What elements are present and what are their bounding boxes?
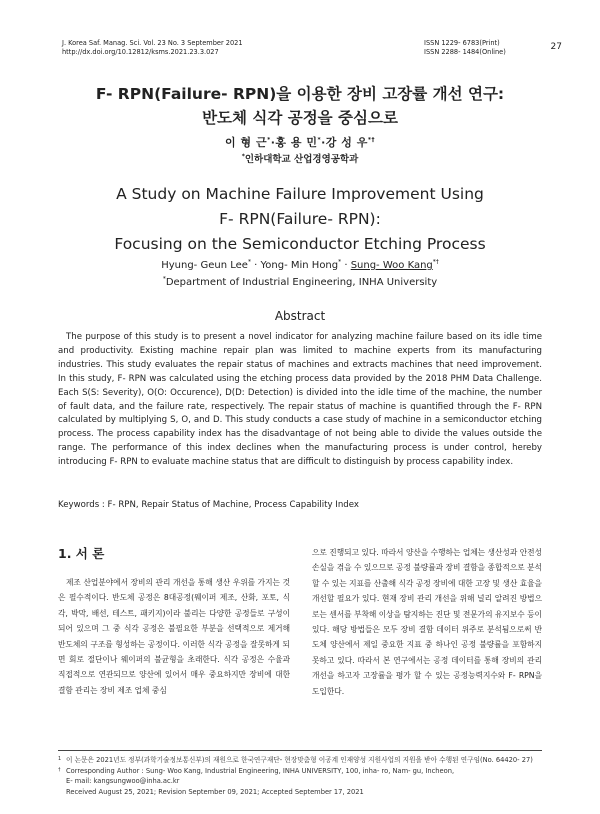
footnotes [58,755,542,797]
author-separator: · [321,136,326,149]
english-affiliation-text: Department of Industrial Engineering, INHA University [165,277,438,288]
korean-author2: 홍 용 민 [275,136,318,149]
keywords: Keywords : F- RPN, Repair Status of Machine, Process Capability Index [58,500,359,510]
section-title: 1. 서 론 [58,546,105,561]
korean-title-line1: F- RPN(Failure- RPN)을 이용한 장비 고장률 개선 연구: [95,85,505,103]
english-title-line3: Focusing on the Semiconductor Etching Process [114,235,486,253]
issn-online: ISSN 2288- 1484(Online) [424,48,506,56]
author-separator: · [270,136,276,149]
author-email[interactable]: E- mail: kangsungwoo@inha.ac.kr [66,777,180,786]
footnote-mark: † [58,766,61,773]
korean-author1: 이 형 근 [225,136,268,149]
received-dates: Received August 25, 2021; Revision September 09, 2021; Accepted September 17, 2021 [66,787,364,796]
corresponding-author-text: Corresponding Author : Sung- Woo Kang, Industrial Engineering, INHA UNIVERSITY, 100, inha- ro, Nam- gu, Incheon, [66,766,455,775]
author-mark: *† [432,258,439,266]
author-mark: * [317,136,322,144]
footnote-divider [58,750,542,751]
body-left-column: 제조 산업분야에서 장비의 관리 개선을 통해 생산 우위를 가지는 것은 필수적이다. 반도체 공정은 8대공정(웨이퍼 제조, 산화, 포토, 식각, 박막, 배선, 테스트, 패키지)이라 불리는 다양한 공정들로 구성이 되어 있으며 그 중 식각 공정은 불필요한 부분을 선택적으로 제거해 반도체의 구조를 형성하는 공정이다. 이러한 식각 공정을 잘못하게 되면 회로 절단이나 웨이퍼의 불균형을 초래한다. 식각 공정은 수율과 직접적으로 연관되므로 양산에 있어서 매우 중요하지만 장비에 대한 결함 관리는 장비 제조 업체 중심 [58,578,290,695]
english-affiliation [0,277,600,288]
author-mark: * [247,258,251,266]
korean-title-line2: 반도체 식각 공정을 중심으로 [202,109,398,127]
funding-footnote-text: 이 논문은 2021년도 정부(과학기술정보통신부)의 재원으로 한국연구재단- 현장맞춤형 이공계 인재양성 지원사업의 지원을 받아 수행된 연구임(No. 64420- 27) [66,756,533,764]
affiliation-mark: * [162,275,166,283]
page-number: 27 [550,42,562,52]
body-right-column: 으로 진행되고 있다. 따라서 양산을 수행하는 업체는 생산성과 안전성 손실을 겪을 수 있으므로 공정 불량률과 장비 결함을 종합적으로 분석할 수 있는 지표를 산출해 식각 공정 장비에 대한 고장 및 생산 효율을 개선할 필요가 있다. 현재 장비 관리 개선을 위해 널리 알려진 방법으로는 센서를 부착해 이상을 탐지하는 진단 및 전문가의 유지보수 등이 있다. 해당 방법들은 모두 장비 결함 데이터 위주로 분석됨으로써 반도체 양산에서 제일 중요한 지표 중 하나인 공정 불량률을 포함하지 못하고 있다. 따라서 본 연구에서는 공정 데이터를 통해 장비의 관리 개선을 하고자 고장률을 평가 할 수 있는 공정능력지수와 F- RPN을 도입한다. [312,548,542,696]
korean-author3: 강 성 우 [325,136,368,149]
issn-print: ISSN 1229- 6783(Print) [424,39,500,47]
english-title-line1: A Study on Machine Failure Improvement Using [116,185,484,203]
english-title-line2: F- RPN(Failure- RPN): [219,210,381,228]
korean-affiliation-text: 인하대학교 산업경영공학과 [244,154,359,165]
author-separator: · [254,260,258,271]
english-authors [0,260,600,271]
journal-citation [62,39,243,57]
english-author1: Hyung- Geun Lee [161,260,248,271]
funding-footnote [58,755,542,766]
doi-link[interactable]: http://dx.doi.org/10.12812/ksms.2021.23.3.027 [62,48,219,56]
footnote-mark: 1 [58,756,62,762]
corresponding-author-footnote [58,766,542,777]
korean-affiliation [0,151,600,165]
author-separator: · [344,260,348,271]
english-title [0,182,600,257]
journal-header [62,39,562,63]
author-mark: * [267,136,271,144]
journal-line: J. Korea Saf. Manag. Sci. Vol. 23 No. 3 September 2021 [62,39,243,47]
korean-authors [0,134,600,150]
korean-title [0,82,600,130]
abstract-heading: Abstract [274,309,326,323]
english-author3: Sung- Woo Kang [350,260,433,271]
author-mark: * [338,258,342,266]
abstract-body: The purpose of this study is to present a novel indicator for analyzing machine failure based on its idle time and productivity. Existing machine repair plan was limited to machine experts from its manufacturing industries. This study evaluates the repair status of machines and extracts machines that need improvement. In this study, F- RPN was calculated using the etching process data provided by the 2018 PHM Data Challenge. Each S(S: Severity), O(O: Occurence), D(D: Detection) is divided into the idle time of the machine, the number of fault data, and the failure rate, respectively. The repair status of machine is quantified through the F- RPN calculated by multiplying S, O, and D. This study conducts a case study of machine in a semiconductor etching process. The process capability index has the disadvantage of not being able to divide the values outside the range. The performance of this index declines when the manufacturing process is under control, hereby introducing F- RPN to evaluate machine status that are difficult to distinguish by process capability index. [58,332,542,468]
author-mark: *† [367,136,375,144]
english-author2: Yong- Min Hong [260,260,339,271]
issn-block [424,39,506,57]
affiliation-mark: * [241,152,245,160]
